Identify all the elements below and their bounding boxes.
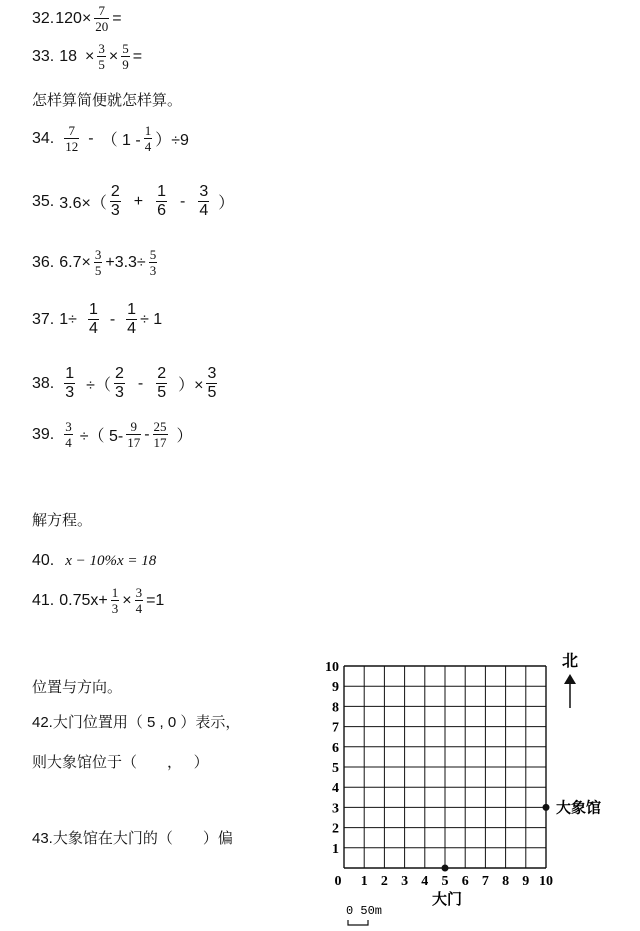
problem-number: 32. (32, 9, 55, 27)
problem-number: 33. (32, 47, 55, 65)
instruction-simplify: 怎样算简便就怎样算。 (32, 92, 183, 109)
y-tick-label: 10 (325, 660, 339, 675)
north-label: 北 (561, 653, 579, 670)
fraction: $\frac{1}{3}$ (111, 585, 119, 616)
problem-number: 39. (32, 425, 55, 443)
equals: = (132, 47, 143, 65)
fraction: $\frac{3}{5}$ (94, 247, 102, 278)
y-tick-label: 8 (332, 700, 339, 716)
problem-43: 43.大象馆在大门的（ ）偏 (32, 830, 233, 847)
fraction: $\frac{3}{4}$ (199, 183, 209, 219)
north-arrow-icon (564, 674, 576, 708)
fraction: $\frac{7}{20}$ (95, 3, 109, 34)
problem-41: 41. 0.75x+ $\frac{1}{3}$ × $\frac{3}{4}$ =1 (32, 585, 165, 616)
y-tick-label: 4 (332, 781, 339, 797)
fraction: $\frac{3}{5}$ (98, 41, 105, 72)
problem-number: 38. (32, 374, 55, 392)
grid-lines (344, 666, 546, 868)
problem-number: 37. (32, 310, 55, 328)
problem-32 (32, 4, 123, 33)
fraction: $\frac{1}{3}$ (65, 365, 75, 401)
y-tick-label: 1 (332, 841, 339, 857)
y-tick-label: 5 (332, 761, 339, 776)
problem-number: 35. (32, 192, 55, 210)
north-arrow-head (564, 674, 576, 684)
y-tick-label: 7 (332, 720, 339, 736)
x-tick-label: 8 (502, 874, 510, 889)
x-tick-label: 4 (421, 874, 429, 889)
coordinate-grid (300, 640, 630, 930)
fraction: $\frac{5}{3}$ (149, 247, 157, 278)
x-tick-label: 0 (334, 874, 342, 889)
operand: 120× (55, 9, 92, 27)
x-tick-label: 9 (522, 874, 530, 889)
problem-number: 40. (32, 552, 55, 569)
y-tick-labels (325, 660, 339, 857)
fraction: $\frac{5}{9}$ (122, 41, 129, 72)
problem-number: 36. (32, 253, 55, 271)
problem-37: 37. 1÷ $\frac{1}{4}$ - $\frac{1}{4}$ ÷ 1 (32, 301, 163, 337)
x-tick-label: 10 (539, 874, 553, 889)
fraction: $\frac{1}{4}$ (127, 301, 137, 337)
problem-35: 35. 3.6×（ $\frac{2}{3}$ + $\frac{1}{6}$ - $\frac{3}{4}$ ） (32, 183, 235, 219)
fraction: $\frac{3}{4}$ (135, 585, 143, 616)
fraction: $\frac{3}{5}$ (207, 365, 217, 401)
y-tick-label: 6 (332, 740, 339, 756)
y-tick-label: 9 (332, 680, 339, 696)
fraction: $\frac{25}{17}$ (153, 419, 167, 450)
x-tick-label: 2 (380, 874, 388, 889)
problem-42-line2: 则大象馆位于（ ， ） (32, 754, 209, 771)
fraction: $\frac{2}{3}$ (114, 365, 124, 401)
problem-33 (32, 42, 143, 71)
equation: x − 10%x = 18 (65, 552, 157, 569)
elephant-label: 大象馆 (556, 799, 602, 817)
scale-bar (348, 920, 368, 925)
problem-36: 36. 6.7× $\frac{3}{5}$ +3.3÷ $\frac{5}{3}$ (32, 247, 157, 278)
problem-39: 39. $\frac{3}{4}$ ÷（ 5- $\frac{9}{17}$ - $\frac{25}{17}$ ） (32, 419, 193, 450)
operator: × (108, 47, 119, 65)
scale-label: 0 50m (346, 904, 383, 918)
elephant-point (543, 804, 550, 811)
y-tick-label: 3 (332, 801, 339, 817)
fraction: $\frac{2}{3}$ (110, 183, 120, 219)
fraction: $\frac{7}{12}$ (65, 123, 79, 154)
x-tick-labels (335, 874, 554, 889)
problem-38: 38. $\frac{1}{3}$ ÷（ $\frac{2}{3}$ - $\frac{2}{5}$ ）× $\frac{3}{5}$ (32, 365, 217, 401)
fraction: $\frac{9}{17}$ (127, 419, 141, 450)
fraction: $\frac{2}{5}$ (157, 365, 167, 401)
fraction: $\frac{1}{6}$ (157, 183, 166, 219)
operand: 18 (59, 47, 78, 65)
x-tick-label: 3 (401, 874, 409, 889)
x-tick-label: 5 (441, 874, 449, 889)
gate-label: 大门 (431, 891, 463, 908)
instruction-position: 位置与方向。 (32, 679, 123, 696)
operator: × (85, 47, 95, 65)
equals: = (112, 9, 122, 27)
x-tick-label: 6 (461, 874, 469, 889)
x-tick-label: 7 (481, 874, 489, 889)
x-tick-label: 1 (360, 874, 368, 889)
instruction-equations: 解方程。 (32, 512, 93, 529)
fraction: $\frac{3}{4}$ (65, 419, 72, 450)
fraction: $\frac{1}{4}$ (88, 301, 98, 337)
problem-34: 34. $\frac{7}{12}$ - （ 1 - $\frac{1}{4}$ ）÷9 (32, 123, 189, 154)
problem-40 (32, 552, 157, 570)
fraction: $\frac{1}{4}$ (144, 123, 152, 154)
gate-point (442, 865, 449, 872)
y-tick-label: 2 (332, 821, 339, 837)
problem-number: 41. (32, 591, 55, 609)
problem-number: 34. (32, 129, 55, 147)
problem-42-line1: 42.大门位置用（ 5 , 0 ）表示， (32, 714, 241, 731)
